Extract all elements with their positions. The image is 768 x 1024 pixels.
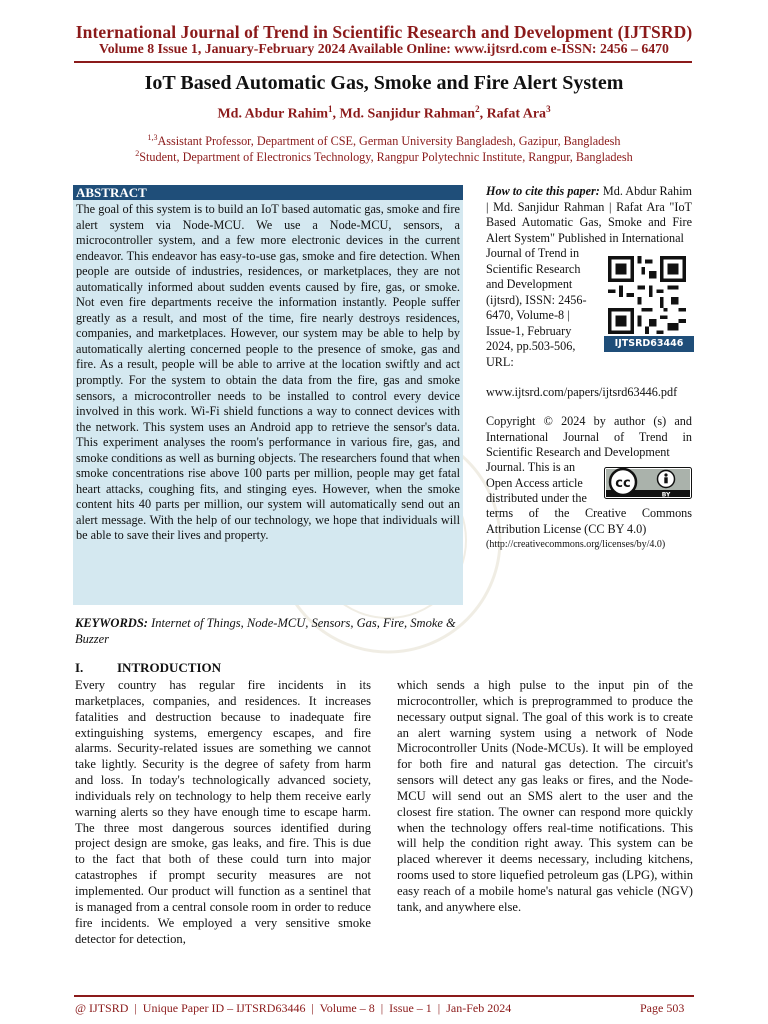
paper-id-badge: IJTSRD63446: [604, 336, 694, 352]
abstract-heading: ABSTRACT: [73, 185, 463, 200]
citation-url[interactable]: www.ijtsrd.com/papers/ijtsrd63446.pdf: [486, 385, 678, 399]
author-sup: 3: [546, 104, 551, 114]
qr-code-icon: [608, 256, 686, 334]
copyright-text-left: Journal. This is an Open Access article distributed under the: [486, 460, 587, 505]
cc-by-license-icon: [604, 467, 692, 499]
copyright-text-bottom: terms of the Creative Commons Attribution License (CC BY 4.0): [486, 506, 692, 536]
authors: Md. Abdur Rahim$^1$, Md. Sanjidur Rahman$^2$, Rafat Ara$^3$: [217, 104, 551, 122]
abstract-text: The goal of this system is to build an IoT based automatic gas, smoke and fire alert system via Node-MCU. We use a Node-MCU, sensors, a microcontroller system, and a few more electronic devices in the current endeavor. This endeavor has easy-to-use gas, smoke and fire detection. When people are outside of industries, residences, or marketplaces, they are not automatically informed about sudden events caused by fire, gas, or smoke. Not even fire departments receive the information instantly. People suffer greatly as a result, and most of the time, fire nearly destroys residences, companies, and marketplaces. However, our system may be able to help by automatically alerting concerned people to the presence of smoke, gas and fire. As a result, people will be able to arrive at the location swiftly and act promptly. For the system to obtain the data from the fire, gas and smoke sensors, a microcontroller needs to be installed to control every device involved in this work. Wi-Fi shield functions a way to connect devices with the network. This system uses an Android app to retrieve the sensor's data. This experiment analyses the room's performance in various fire, gas, and smoke conditions as well as burning objects. The researchers found that when smoke concentrations rise above 100 parts per million, people may get fatal heart attacks, coughing fits, and stinging eyes. However, when the smoke content hits 40 parts per million, our system will automatically send out an alert message. With the help of our technology, we hope that individuals will be able to save their lives and property.: [76, 202, 460, 543]
author-name: Rafat Ara: [486, 106, 547, 122]
intro-column-right: which sends a high pulse to the input pin of the microcontroller, which is preprogrammed to produce the necessary output signal. The goal of this work is to create an alert warning system using a network of Node Microcontroller Units (Node-MCUs). It will be employed for both fire and natural gas detection. The circuit's sensors will detect any gas leaks or fires, and the Node-MCU will send out an SMS alert to the user and the closest fire station. The owner can respond more quickly when the technology offers real-time notifications. This will help the condition right away. This system can be placed wherever it deems necessary, including kitchens, rooms used to store liquefied petroleum gas (LPG), within easy reach of a mobile home's natural gas vehicle (NGV) tank, and anywhere else.: [397, 678, 693, 914]
citation-block: [486, 184, 692, 246]
intro-column-left: Every country has regular fire incidents in its marketplaces, companies, and residences. It increases fatalities and destruction because to inadequate fire extinguishing systems, emergency escapes, and fire alarms. Security-related issues are something we cannot take lightly. Security is the degree of safety from harm and loss. In today's technologically advanced society, individuals rely on technology to help them receive early warning alerts so they have enough time to escape harm. The three most dangerous sources identified during project design are smoke, gas leaks, and fire. This is due to the fact that both of these could turn into major catastrophes if prompt security measures are not implemented. Our product will function as a sentinel that is managed from a central console room in order to reduce fire incidents. We employed a very sensitive smoke detector for detection,: [75, 678, 371, 946]
journal-issue-line: Volume 8 Issue 1, January-February 2024 Available Online: www.ijtsrd.com e-ISSN: 2456 – 6470: [99, 41, 669, 56]
author-name: Md. Sanjidur Rahman: [339, 106, 476, 122]
footer-rule: [74, 995, 694, 997]
journal-title: International Journal of Trend in Scientific Research and Development (IJTSRD): [75, 22, 693, 42]
license-url[interactable]: (http://creativecommons.org/licenses/by/4.0): [486, 539, 666, 550]
keywords-text: Internet of Things, Node-MCU, Sensors, Gas, Fire, Smoke & Buzzer: [75, 616, 456, 646]
affiliation-1: [0, 133, 768, 149]
affiliation-text: Student, Department of Electronics Technology, Rangpur Polytechnic Institute, Rangpur, Bangladesh: [139, 150, 633, 165]
section-heading: [75, 660, 375, 676]
footer-info: @ IJTSRD | Unique Paper ID – IJTSRD63446 | Volume – 8 | Issue – 1 | Jan-Feb 2024: [75, 1001, 512, 1015]
affiliation-2: [0, 149, 768, 165]
keywords: [75, 615, 465, 647]
affiliation-sup: 2: [135, 149, 140, 158]
copyright-text: Copyright © 2024 by author (s) and International Journal of Trend in Scientific Research and Development: [486, 414, 692, 459]
author-sup: 1: [328, 104, 333, 114]
header-rule: [74, 61, 692, 63]
author-name: Md. Abdur Rahim: [217, 106, 329, 122]
section-title: INTRODUCTION: [117, 660, 222, 675]
section-number: I.: [75, 660, 84, 675]
author-sup: 2: [475, 104, 480, 114]
paper-title: IoT Based Automatic Gas, Smoke and Fire Alert System: [144, 72, 624, 94]
svg-text:cc: cc: [615, 476, 631, 491]
keywords-label: KEYWORDS:: [75, 616, 148, 630]
citation-text-left: Journal of Trend in Scientific Research and Development (ijtsrd), ISSN: 2456-6470, Volume-8 | Issue-1, February 2024, pp.503-506, URL:: [486, 246, 587, 369]
cc-by-label: BY: [661, 491, 671, 499]
affiliation-text: Assistant Professor, Department of CSE, German University Bangladesh, Gazipur, Bangladesh: [157, 134, 621, 149]
page-number: Page 503: [640, 1001, 685, 1015]
citation-text: Md. Abdur Rahim | Md. Sanjidur Rahman | Rafat Ara "IoT Based Automatic Gas, Smoke and Fire Alert System" Published in International: [486, 184, 693, 245]
affiliation-sup: 1,3: [147, 133, 158, 142]
citation-label: How to cite this paper:: [486, 184, 600, 198]
abstract-box: [73, 185, 463, 605]
